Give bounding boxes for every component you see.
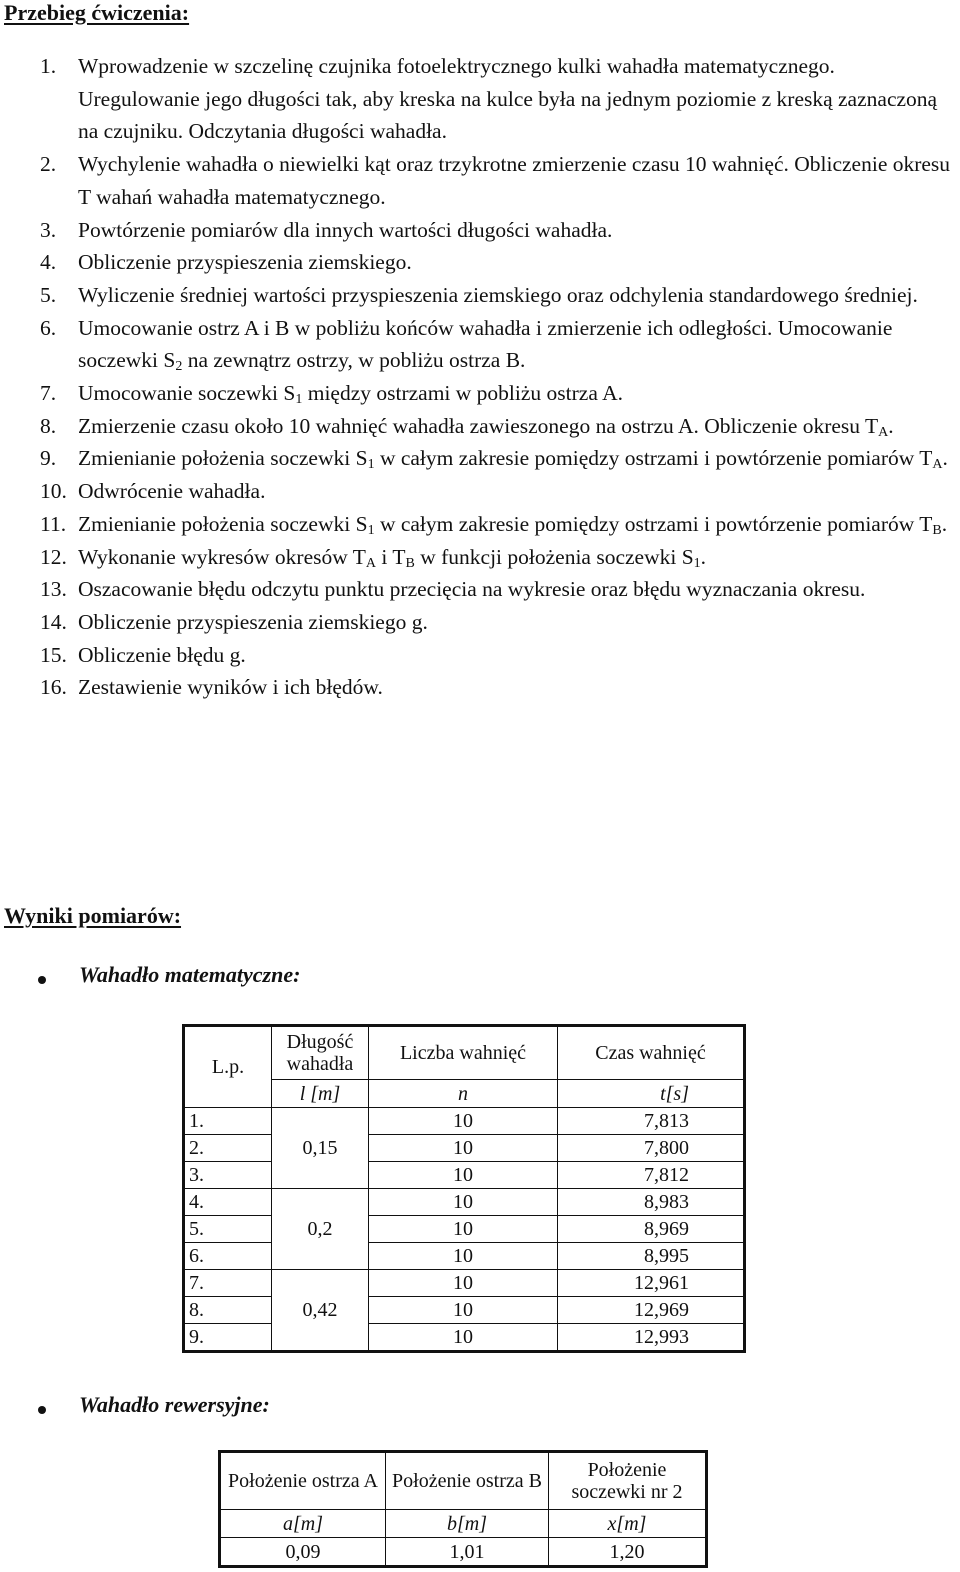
cell-b: 1,01 xyxy=(386,1538,549,1567)
cell-time: 12,961 xyxy=(558,1270,745,1297)
reversible-pendulum-table xyxy=(218,1450,708,1568)
table-units-row xyxy=(220,1510,707,1538)
step-number: 13. xyxy=(40,577,67,602)
subscript: 1 xyxy=(693,555,701,571)
step-text: Obliczenie przyspieszenia ziemskiego. xyxy=(78,250,412,275)
step-text: Wychylenie wahadła o niewielki kąt oraz trzykrotne zmierzenie czasu 10 wahnięć. Obliczenie okresu T wahań wahadła matematycznego. xyxy=(78,152,951,209)
table-row xyxy=(184,1135,745,1162)
subscript: 1 xyxy=(367,457,375,473)
step-number: 15. xyxy=(40,642,67,667)
cell-lp: 8. xyxy=(184,1297,272,1324)
cell-time: 8,995 xyxy=(558,1243,745,1270)
table-row xyxy=(184,1270,745,1297)
step-text: Obliczenie błędu g. xyxy=(78,642,246,667)
subscript: 1 xyxy=(367,522,375,538)
procedure-step xyxy=(0,246,960,279)
procedure-heading: Przebieg ćwiczenia: xyxy=(4,0,190,25)
reversible-pendulum-bullet xyxy=(0,1392,960,1426)
cell-count: 10 xyxy=(369,1108,558,1135)
step-number: 9. xyxy=(40,446,57,471)
math-pendulum-table xyxy=(182,1024,746,1353)
unit-a: a[m] xyxy=(220,1510,386,1538)
table-row xyxy=(184,1324,745,1352)
cell-count: 10 xyxy=(369,1297,558,1324)
procedure-step xyxy=(0,475,960,508)
header-length: Długość wahadła xyxy=(272,1026,369,1080)
step-number: 7. xyxy=(40,381,57,406)
step-text: Wyliczenie średniej wartości przyspieszenia ziemskiego oraz odchylenia standardowego średniej. xyxy=(78,282,918,307)
cell-count: 10 xyxy=(369,1162,558,1189)
cell-count: 10 xyxy=(369,1189,558,1216)
step-text: Zmienianie położenia soczewki $S_1$ w całym zakresie pomiędzy ostrzami i powtórzenie pomiarów $T_B$. xyxy=(78,511,948,538)
procedure-step xyxy=(0,573,960,606)
procedure-step xyxy=(0,279,960,312)
step-text: Umocowanie soczewki $S_1$ między ostrzami w pobliżu ostrza A. xyxy=(78,381,623,408)
procedure-step xyxy=(0,50,960,148)
step-text: Wykonanie wykresów okresów $T_A$ i $T_B$ w funkcji położenia soczewki $S_1$. xyxy=(78,544,707,571)
cell-a: 0,09 xyxy=(220,1538,386,1567)
subscript: A xyxy=(932,457,943,473)
step-number: 10. xyxy=(40,479,67,504)
cell-lp: 2. xyxy=(184,1135,272,1162)
table-row xyxy=(220,1538,707,1567)
cell-lp: 1. xyxy=(184,1108,272,1135)
unit-b: b[m] xyxy=(386,1510,549,1538)
step-text: Oszacowanie błędu odczytu punktu przecięcia na wykresie oraz błędu wyznaczania okresu. xyxy=(78,577,866,602)
header-position-x: Położenie soczewki nr 2 xyxy=(549,1452,707,1510)
procedure-step xyxy=(0,148,960,213)
cell-time: 8,969 xyxy=(558,1216,745,1243)
procedure-step xyxy=(0,639,960,672)
subscript: 2 xyxy=(175,359,183,375)
table-row xyxy=(184,1162,745,1189)
step-number: 4. xyxy=(40,250,57,275)
cell-length: 0,15 xyxy=(272,1108,369,1189)
cell-count: 10 xyxy=(369,1270,558,1297)
step-text: Umocowanie ostrz A i B w pobliżu końców wahadła i zmierzenie ich odległości. Umocowanie soczewki $S_2$ na zewnątrz ostrzy, w pobliżu ostrza B. xyxy=(78,315,893,375)
procedure-step xyxy=(0,410,960,443)
procedure-step xyxy=(0,377,960,410)
step-number: 16. xyxy=(40,675,67,700)
step-number: 2. xyxy=(40,152,57,177)
step-text: Powtórzenie pomiarów dla innych wartości długości wahadła. xyxy=(78,217,613,242)
step-text: Zestawienie wyników i ich błędów. xyxy=(78,675,383,700)
table-row xyxy=(184,1108,745,1135)
step-number: 1. xyxy=(40,54,57,78)
unit-time: t[s] xyxy=(558,1080,745,1108)
cell-time: 7,800 xyxy=(558,1135,745,1162)
table-row xyxy=(184,1243,745,1270)
step-number: 12. xyxy=(40,544,67,569)
cell-count: 10 xyxy=(369,1135,558,1162)
header-count: Liczba wahnięć xyxy=(369,1026,558,1080)
cell-time: 8,983 xyxy=(558,1189,745,1216)
subscript: B xyxy=(405,555,415,571)
step-number: 8. xyxy=(40,413,57,438)
unit-length: l [m] xyxy=(272,1080,369,1108)
step-number: 3. xyxy=(40,217,57,242)
procedure-step xyxy=(0,606,960,639)
cell-time: 12,969 xyxy=(558,1297,745,1324)
procedure-steps-list xyxy=(0,50,960,704)
procedure-step xyxy=(0,508,960,541)
math-pendulum-bullet xyxy=(0,962,960,996)
cell-count: 10 xyxy=(369,1243,558,1270)
reversible-pendulum-title: Wahadło rewersyjne: xyxy=(79,1392,270,1417)
step-text: Obliczenie przyspieszenia ziemskiego g. xyxy=(78,609,428,634)
step-text: Zmierzenie czasu około 10 wahnięć wahadła zawieszonego na ostrzu A. Obliczenie okresu $T_A$. xyxy=(78,413,894,440)
cell-time: 7,812 xyxy=(558,1162,745,1189)
step-text: Wprowadzenie w szczelinę czujnika fotoelektrycznego kulki wahadła matematycznego. Uregulowanie jego długości tak, aby kreska na kulce była na jednym poziomie z kreską zaznaczoną na czujniku. Odczytania długości wahadła. xyxy=(78,54,938,144)
cell-lp: 7. xyxy=(184,1270,272,1297)
step-number: 5. xyxy=(40,282,57,307)
unit-x: x[m] xyxy=(549,1510,707,1538)
step-text: Zmienianie położenia soczewki $S_1$ w całym zakresie pomiędzy ostrzami i powtórzenie pomiarów $T_A$. xyxy=(78,446,948,473)
procedure-step xyxy=(0,671,960,704)
step-number: 11. xyxy=(40,511,67,536)
cell-lp: 3. xyxy=(184,1162,272,1189)
bullet-dot-icon xyxy=(38,1406,46,1414)
bullet-dot-icon xyxy=(38,976,46,984)
header-lp: L.p. xyxy=(184,1026,272,1108)
cell-time: 12,993 xyxy=(558,1324,745,1352)
table-row xyxy=(184,1216,745,1243)
subscript: A xyxy=(878,424,889,440)
cell-x: 1,20 xyxy=(549,1538,707,1567)
cell-count: 10 xyxy=(369,1216,558,1243)
procedure-step xyxy=(0,442,960,475)
cell-lp: 5. xyxy=(184,1216,272,1243)
cell-lp: 9. xyxy=(184,1324,272,1352)
cell-lp: 4. xyxy=(184,1189,272,1216)
subscript: B xyxy=(932,522,942,538)
procedure-step xyxy=(0,541,960,574)
header-position-a: Położenie ostrza A xyxy=(220,1452,386,1510)
step-text: Odwrócenie wahadła. xyxy=(78,479,266,504)
unit-count: n xyxy=(369,1080,558,1108)
subscript: 1 xyxy=(295,392,303,408)
results-heading: Wyniki pomiarów: xyxy=(4,903,182,928)
table-row xyxy=(184,1189,745,1216)
header-time: Czas wahnięć xyxy=(558,1026,745,1080)
header-position-b: Położenie ostrza B xyxy=(386,1452,549,1510)
procedure-step xyxy=(0,214,960,247)
cell-lp: 6. xyxy=(184,1243,272,1270)
table-header-row xyxy=(220,1452,707,1510)
cell-length: 0,2 xyxy=(272,1189,369,1270)
cell-length: 0,42 xyxy=(272,1270,369,1352)
step-number: 6. xyxy=(40,315,57,340)
subscript: A xyxy=(365,555,377,571)
table-row xyxy=(184,1297,745,1324)
table-header-row xyxy=(184,1026,745,1080)
cell-time: 7,813 xyxy=(558,1108,745,1135)
procedure-step xyxy=(0,312,960,377)
math-pendulum-title: Wahadło matematyczne: xyxy=(79,962,301,987)
step-number: 14. xyxy=(40,609,67,634)
cell-count: 10 xyxy=(369,1324,558,1352)
